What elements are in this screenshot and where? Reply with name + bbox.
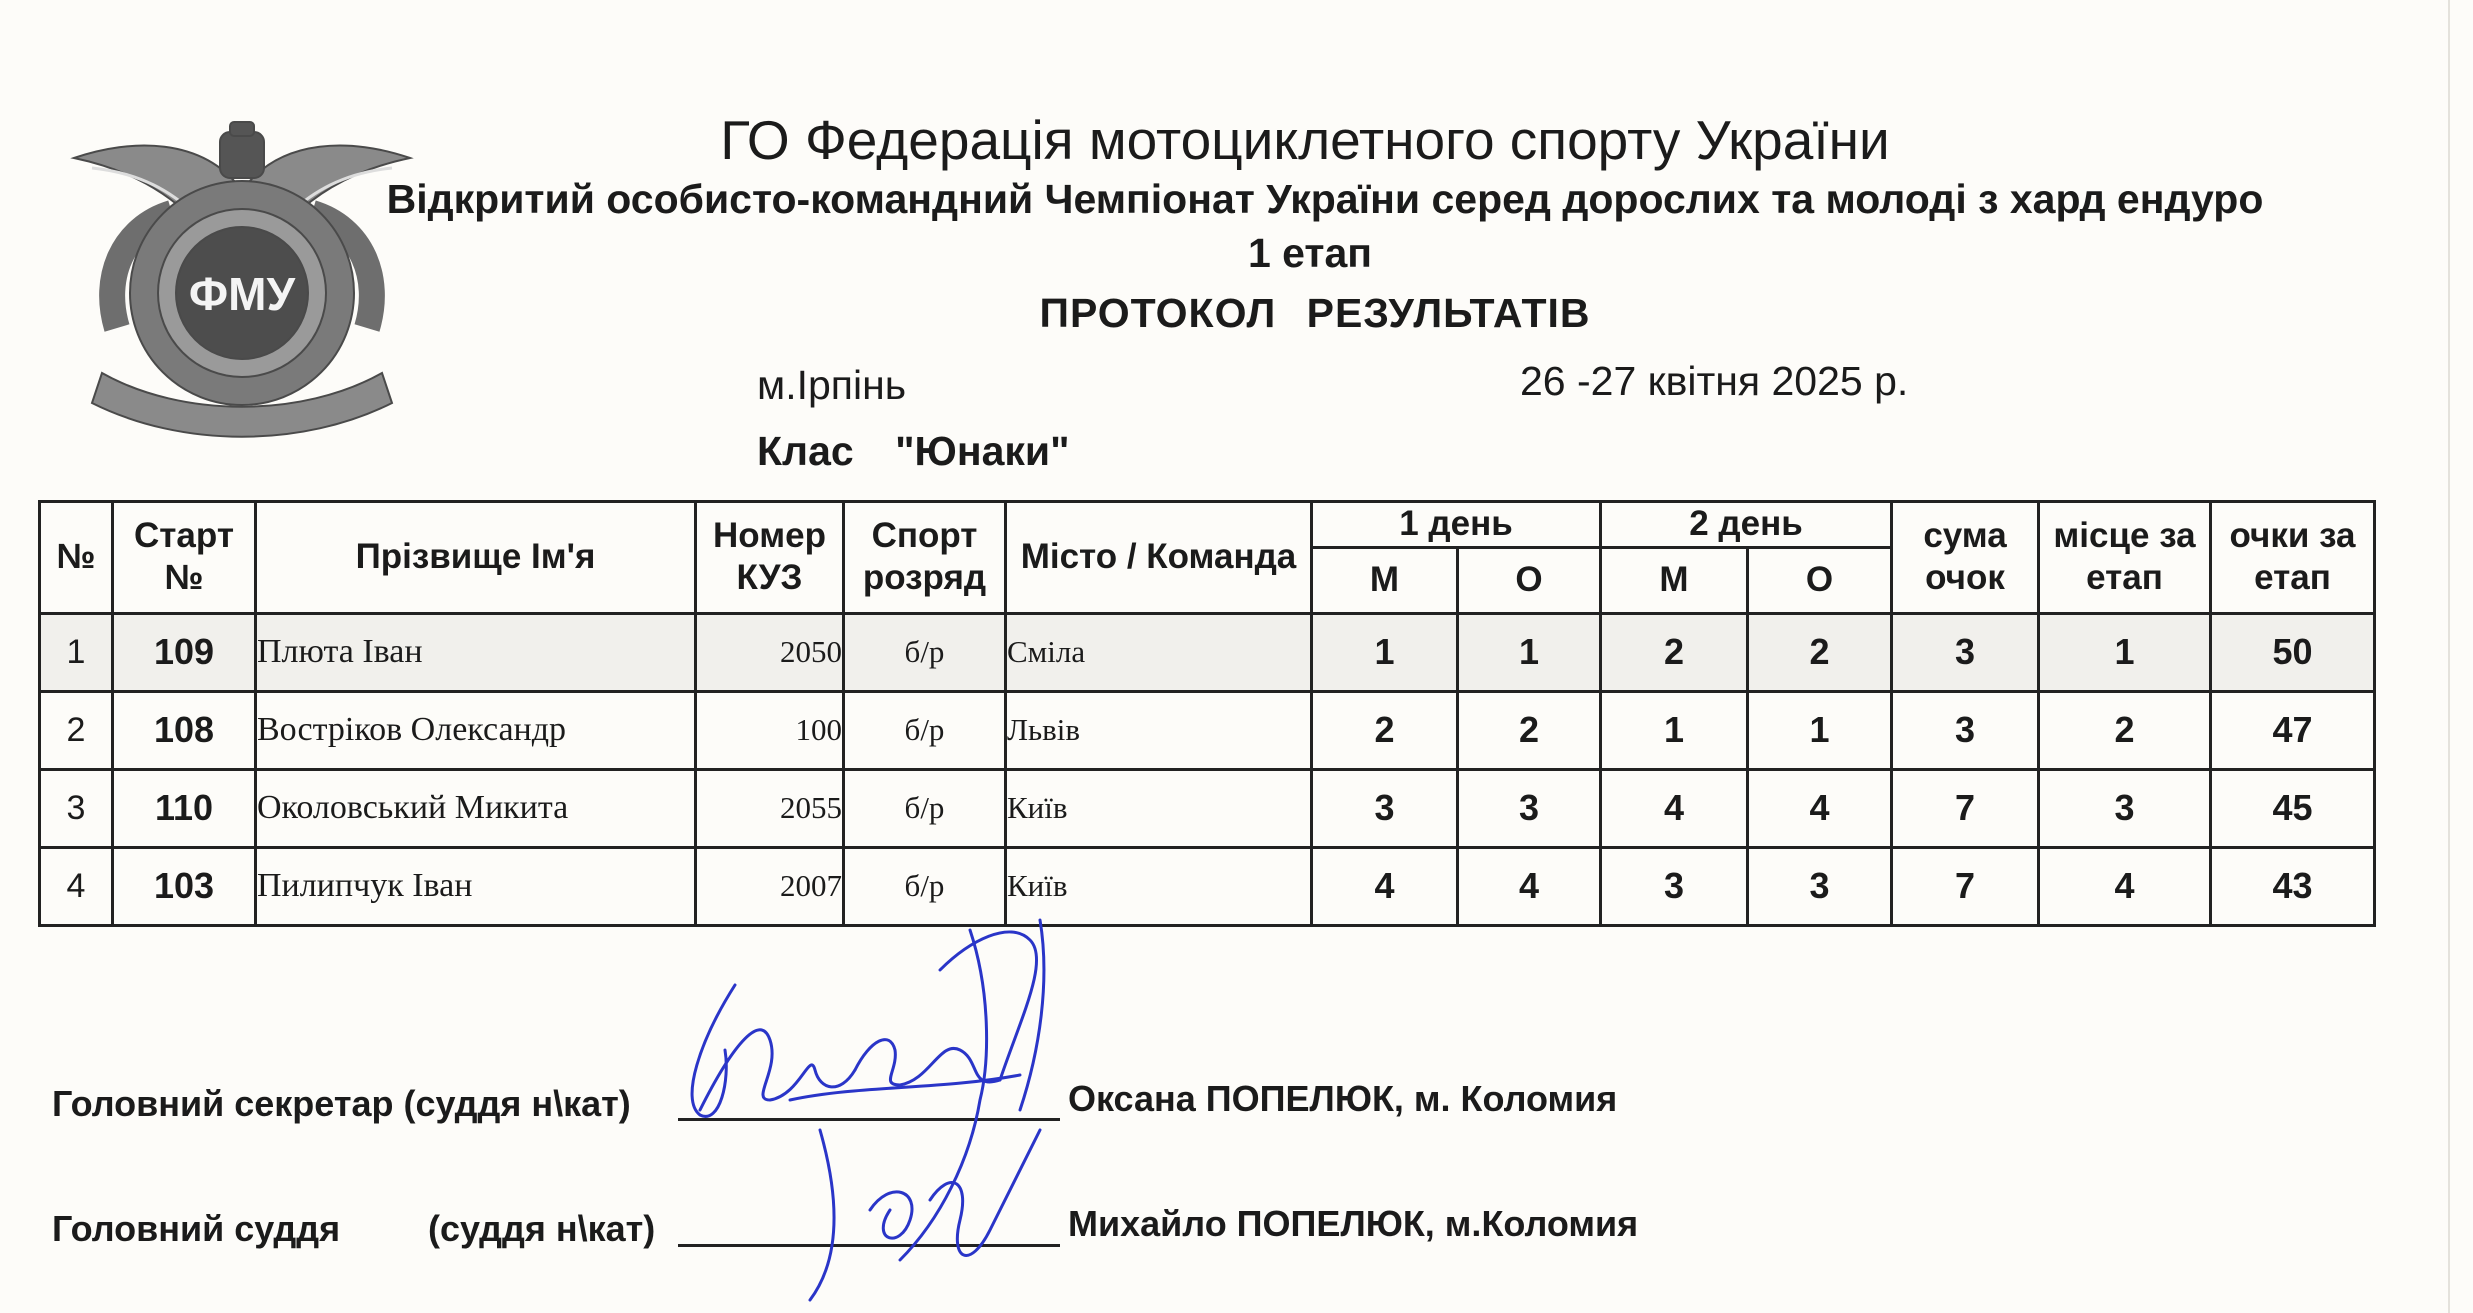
cell-team: Київ [1006,847,1312,925]
col-header-day2: 2 день [1601,502,1892,548]
table-row [40,613,2375,691]
col-header-place: місце за етап [2039,502,2211,614]
cell-day2-m: 4 [1601,769,1748,847]
cell-rank: б/р [844,847,1006,925]
table-row [40,769,2375,847]
results-table [38,500,2376,927]
table-row [40,691,2375,769]
cell-place: 2 [2039,691,2211,769]
cell-kuz: 2007 [696,847,844,925]
cell-kuz: 2050 [696,613,844,691]
cell-day1-o: 2 [1458,691,1601,769]
secretary-name: Оксана ПОПЕЛЮК, м. Коломия [1068,1078,1618,1119]
cell-rank: б/р [844,613,1006,691]
cell-day2-o: 3 [1748,847,1892,925]
cell-no: 3 [40,769,113,847]
cell-start: 108 [113,691,256,769]
table-row [40,847,2375,925]
col-header-rank: Спорт розряд [844,502,1006,614]
col-header-kuz: Номер КУЗ [696,502,844,614]
event-date: 26 -27 квітня 2025 р. [1520,358,1909,404]
cell-day1-o: 1 [1458,613,1601,691]
cell-rank: б/р [844,691,1006,769]
cell-team: Сміла [1006,613,1312,691]
col-header-day1-m: М [1312,547,1458,613]
cell-day2-o: 2 [1748,613,1892,691]
class-line [757,428,1070,475]
cell-no: 4 [40,847,113,925]
col-header-day2-o: О [1748,547,1892,613]
handwritten-signature-icon [640,900,1180,1313]
cell-points: 45 [2211,769,2375,847]
cell-place: 1 [2039,613,2211,691]
stage-label: 1 етап [1247,230,1373,276]
col-header-day1-o: О [1458,547,1601,613]
cell-place: 4 [2039,847,2211,925]
cell-start: 110 [113,769,256,847]
class-value: "Юнаки" [895,428,1070,474]
cell-points: 47 [2211,691,2375,769]
cell-day1-m: 4 [1312,847,1458,925]
cell-rank: б/р [844,769,1006,847]
col-header-start: Старт № [113,502,256,614]
cell-kuz: 100 [696,691,844,769]
federation-emblem-icon [62,118,422,448]
class-label: Клас [757,428,854,474]
cell-points: 50 [2211,613,2375,691]
cell-name: Околовський Микита [256,769,696,847]
cell-sum: 7 [1892,769,2039,847]
col-header-day2-m: М [1601,547,1748,613]
cell-day1-m: 3 [1312,769,1458,847]
cell-day2-m: 1 [1601,691,1748,769]
col-header-team: Місто / Команда [1006,502,1312,614]
cell-day2-m: 3 [1601,847,1748,925]
protocol-title: ПРОТОКОЛ РЕЗУЛЬТАТІВ [1039,290,1591,336]
organization-title: ГО Федерація мотоциклетного спорту України [720,109,1890,171]
cell-name: Востріков Олександр [256,691,696,769]
judge-label: Головний суддя [52,1208,341,1249]
cell-name: Пилипчук Іван [256,847,696,925]
col-header-name: Прізвище Ім'я [256,502,696,614]
cell-sum: 3 [1892,613,2039,691]
page-edge [2448,0,2450,1313]
cell-points: 43 [2211,847,2375,925]
cell-name: Плюта Іван [256,613,696,691]
col-header-day1: 1 день [1312,502,1601,548]
cell-day2-o: 1 [1748,691,1892,769]
col-header-points: очки за етап [2211,502,2375,614]
cell-day1-m: 2 [1312,691,1458,769]
secretary-label: Головний секретар (суддя н\кат) [52,1083,631,1124]
judge-name: Михайло ПОПЕЛЮК, м.Коломия [1068,1203,1639,1244]
cell-day1-m: 1 [1312,613,1458,691]
col-header-no: № [40,502,113,614]
cell-day2-m: 2 [1601,613,1748,691]
event-city: м.Ірпінь [757,362,907,408]
cell-place: 3 [2039,769,2211,847]
judge-category: (суддя н\кат) [428,1208,656,1249]
col-header-sum: сума очок [1892,502,2039,614]
emblem-text: ФМУ [188,268,296,320]
cell-team: Київ [1006,769,1312,847]
cell-day1-o: 3 [1458,769,1601,847]
cell-day1-o: 4 [1458,847,1601,925]
cell-no: 1 [40,613,113,691]
cell-start: 103 [113,847,256,925]
cell-sum: 3 [1892,691,2039,769]
cell-start: 109 [113,613,256,691]
cell-day2-o: 4 [1748,769,1892,847]
cell-team: Львів [1006,691,1312,769]
cell-sum: 7 [1892,847,2039,925]
championship-title: Відкритий особисто-командний Чемпіонат України серед дорослих та молоді з хард ендуро [386,176,2264,222]
cell-kuz: 2055 [696,769,844,847]
cell-no: 2 [40,691,113,769]
